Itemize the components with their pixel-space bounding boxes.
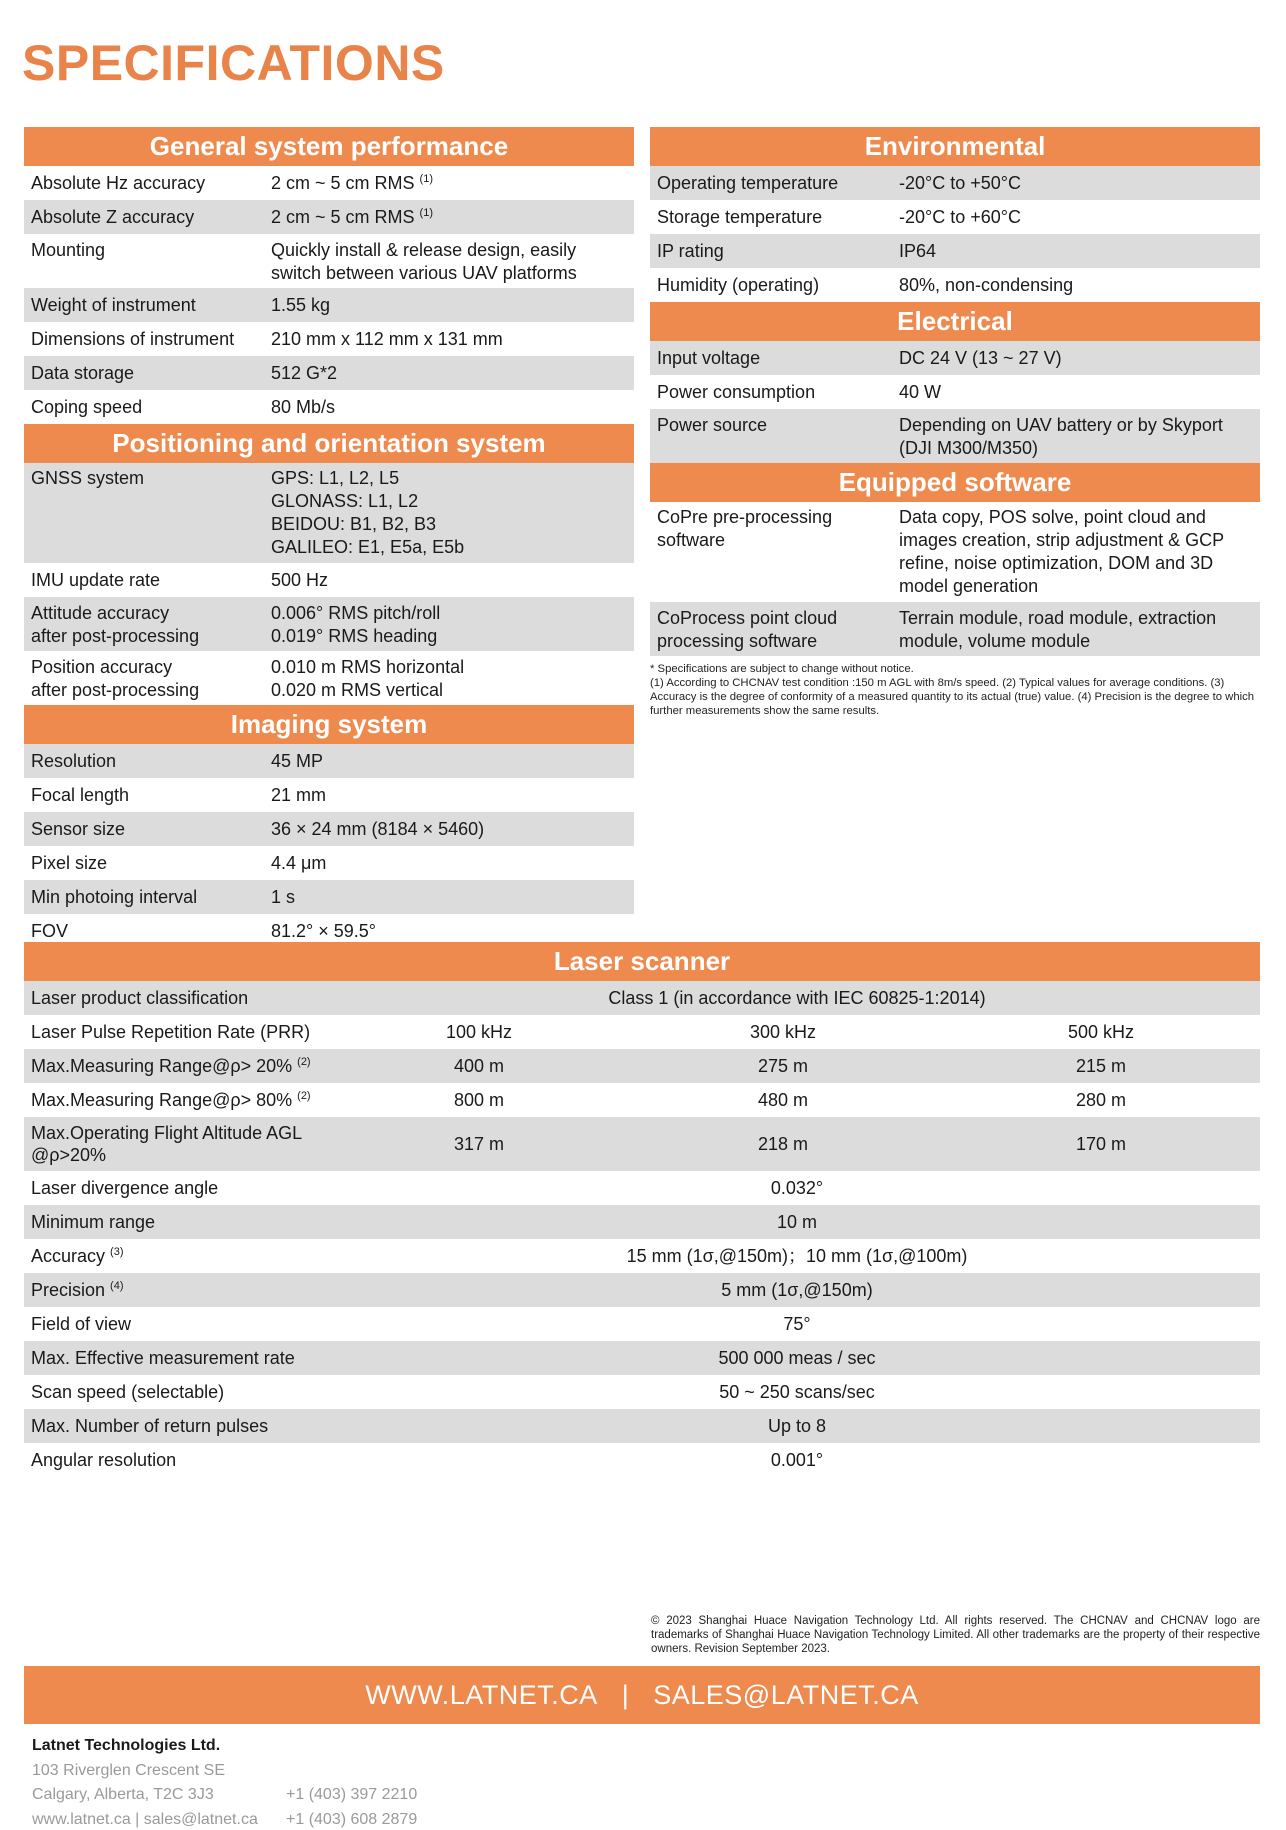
table-row — [24, 1443, 1260, 1477]
table-row — [24, 1049, 1260, 1083]
table-row — [650, 375, 1260, 409]
positioning-header: Positioning and orientation system — [24, 424, 634, 463]
spec-value: 215 m — [942, 1049, 1260, 1083]
spec-value: 170 m — [942, 1117, 1260, 1171]
spec-value: 5 mm (1σ,@150m) — [334, 1273, 1260, 1307]
spec-label: IMU update rate — [31, 570, 161, 590]
spec-label: Scan speed (selectable) — [31, 1382, 225, 1402]
spec-label: GNSS system — [24, 463, 264, 563]
spec-label: Max. Effective measurement rate — [24, 1341, 334, 1375]
table-row — [650, 602, 1260, 656]
spec-label: Resolution — [24, 744, 264, 778]
spec-label: Max.Operating Flight Altitude AGL @ρ>20% — [24, 1117, 334, 1171]
company-info — [32, 1734, 258, 1830]
spec-value: 0.001° — [770, 1450, 824, 1470]
imaging-table — [24, 744, 634, 948]
footnote-notice: * Specifications are subject to change without notice. — [650, 663, 914, 675]
spec-value: -20°C to +60°C — [899, 207, 1021, 227]
table-row — [24, 563, 634, 597]
spec-value: 81.2° × 59.5° — [271, 921, 376, 941]
spec-label: Precision $^{(4)}$ — [24, 1273, 334, 1307]
spec-value: 2 cm ~ 5 cm RMS $^{(1)}$ — [271, 173, 433, 193]
environmental-table — [650, 166, 1260, 302]
electrical-header: Electrical — [650, 302, 1260, 341]
footnote-ref: (2) — [297, 1056, 311, 1068]
phone-2: +1 (403) 608 2879 — [286, 1810, 418, 1828]
spec-value: 75° — [783, 1314, 811, 1334]
spec-value: 275 m — [624, 1049, 942, 1083]
spec-label: Storage temperature — [657, 207, 823, 227]
spec-value: IP64 — [892, 234, 1260, 268]
spec-value: 500 Hz — [271, 570, 329, 590]
table-row — [24, 1409, 1260, 1443]
software-header: Equipped software — [650, 463, 1260, 502]
spec-value: 400 m — [334, 1049, 624, 1083]
spec-label: Attitude accuracy after post-processing — [24, 597, 264, 651]
table-row — [24, 597, 634, 651]
footnote-ref: (1) — [419, 207, 433, 219]
electrical-table — [650, 341, 1260, 463]
table-row — [24, 1015, 1260, 1049]
table-row — [24, 166, 634, 200]
spec-value: 80 Mb/s — [271, 397, 336, 417]
spec-label: FOV — [31, 921, 69, 941]
footnote-text: (1) According to CHCNAV test condition :150 m AGL with 8m/s speed. (2) Typical values for average conditions. (3) Accuracy is the degree of conformity of a measured quantity to its actual (true) value. (4) Precision is the degree to which further measurements show the same results. — [650, 677, 1255, 717]
spec-value: 21 mm — [271, 785, 327, 805]
table-row — [650, 341, 1260, 375]
table-row — [24, 981, 1260, 1015]
imaging-header: Imaging system — [24, 705, 634, 744]
spec-label: Weight of instrument — [24, 288, 264, 322]
spec-value: 0.010 m RMS horizontal 0.020 m RMS vertical — [271, 657, 465, 700]
general-header: General system performance — [24, 127, 634, 166]
address-line-1: 103 Riverglen Crescent SE — [32, 1761, 225, 1779]
spec-label: CoProcess point cloud processing software — [650, 602, 892, 656]
footnotes — [650, 662, 1260, 718]
table-row — [24, 651, 634, 705]
software-table — [650, 502, 1260, 656]
table-row — [24, 1205, 1260, 1239]
spec-label: Pixel size — [31, 853, 108, 873]
copyright-notice: © 2023 Shanghai Huace Navigation Technology Ltd. All rights reserved. The CHCNAV and CHCNAV logo are trademarks of Shanghai Huace Navigation Technology Limited. All other trademarks are the property of their respective owners. Revision September 2023. — [651, 1615, 1260, 1655]
spec-label: Accuracy $^{(3)}$ — [31, 1246, 124, 1266]
spec-value: 40 W — [899, 382, 942, 402]
spec-label: Laser Pulse Repetition Rate (PRR) — [31, 1022, 311, 1042]
spec-label: Angular resolution — [31, 1450, 177, 1470]
laser-header: Laser scanner — [24, 942, 1260, 981]
table-row — [24, 234, 634, 288]
table-row — [650, 268, 1260, 302]
table-row — [650, 234, 1260, 268]
spec-value: Terrain module, road module, extraction module, volume module — [892, 602, 1260, 656]
contact-line: www.latnet.ca | sales@latnet.ca — [32, 1810, 258, 1828]
spec-value: Depending on UAV battery or by Skyport (DJI M300/M350) — [892, 409, 1260, 463]
table-row — [24, 390, 634, 424]
spec-label: Max.Measuring Range@ρ> 20% $^{(2)}$ — [24, 1049, 334, 1083]
spec-value: 0.032° — [770, 1178, 824, 1198]
spec-value: 36 × 24 mm (8184 × 5460) — [264, 812, 634, 846]
table-row — [650, 502, 1260, 602]
table-row — [24, 1117, 1260, 1171]
table-row — [24, 288, 634, 322]
spec-label: Coping speed — [31, 397, 143, 417]
footnote-ref: (3) — [110, 1246, 124, 1258]
spec-value: 100 kHz — [445, 1022, 513, 1042]
footnote-ref: (4) — [110, 1280, 124, 1292]
address-line-2: Calgary, Alberta, T2C 3J3 — [32, 1786, 214, 1803]
spec-value: 218 m — [624, 1117, 942, 1171]
web-contact-bar — [24, 1666, 1260, 1724]
spec-label: Input voltage — [650, 341, 892, 375]
spec-label: Absolute Hz accuracy — [31, 173, 206, 193]
company-name: Latnet Technologies Ltd. — [32, 1737, 221, 1754]
table-row — [24, 322, 634, 356]
email-link[interactable]: SALES@LATNET.CA — [653, 1680, 919, 1710]
spec-value: DC 24 V (13 ~ 27 V) — [892, 341, 1260, 375]
spec-label: Laser divergence angle — [31, 1178, 219, 1198]
spec-label: Max. Number of return pulses — [24, 1409, 334, 1443]
spec-label: Field of view — [31, 1314, 132, 1334]
table-row — [24, 812, 634, 846]
spec-label: Humidity (operating) — [657, 275, 820, 295]
spec-value: 10 m — [334, 1205, 1260, 1239]
table-row — [24, 1307, 1260, 1341]
website-link[interactable]: WWW.LATNET.CA — [365, 1680, 598, 1710]
general-table — [24, 166, 634, 424]
spec-value: 500 000 meas / sec — [334, 1341, 1260, 1375]
page-title: SPECIFICATIONS — [22, 35, 445, 91]
spec-label: Sensor size — [24, 812, 264, 846]
spec-value: 210 mm x 112 mm x 131 mm — [271, 329, 503, 349]
spec-label: Power source — [650, 409, 892, 463]
footnote-ref: (1) — [419, 173, 433, 185]
left-column — [24, 127, 634, 948]
table-row — [650, 409, 1260, 463]
spec-value: 50 ~ 250 scans/sec — [719, 1382, 875, 1402]
spec-label: CoPre pre-processing software — [657, 507, 833, 550]
spec-value: Up to 8 — [334, 1409, 1260, 1443]
laser-section — [24, 942, 1260, 1477]
spec-label: Minimum range — [24, 1205, 334, 1239]
spec-label: IP rating — [650, 234, 892, 268]
spec-value: 317 m — [334, 1117, 624, 1171]
table-row — [24, 744, 634, 778]
spec-value: 45 MP — [264, 744, 634, 778]
table-row — [24, 356, 634, 390]
spec-value: 4.4 μm — [271, 853, 327, 873]
table-row — [24, 880, 634, 914]
table-row — [24, 1375, 1260, 1409]
table-row — [24, 200, 634, 234]
spec-value: 512 G*2 — [264, 356, 634, 390]
spec-label: Max.Measuring Range@ρ> 80% $^{(2)}$ — [31, 1090, 311, 1110]
table-row — [650, 200, 1260, 234]
positioning-table — [24, 463, 634, 705]
spec-value: Data copy, POS solve, point cloud and images creation, strip adjustment & GCP refine, noise optimization, DOM and 3D model generation — [899, 507, 1224, 596]
spec-value: 1 s — [264, 880, 634, 914]
spec-value: 500 kHz — [1067, 1022, 1135, 1042]
spec-value: 80%, non-condensing — [899, 275, 1074, 295]
spec-value: 2 cm ~ 5 cm RMS $^{(1)}$ — [264, 200, 634, 234]
table-row — [24, 778, 634, 812]
table-row — [24, 1341, 1260, 1375]
spec-value: Quickly install & release design, easily switch between various UAV platforms — [271, 240, 577, 283]
spec-label: Laser product classification — [24, 981, 334, 1015]
table-row — [24, 1083, 1260, 1117]
laser-table — [24, 981, 1260, 1477]
spec-label: Position accuracy after post-processing — [31, 657, 200, 700]
spec-label: Focal length — [31, 785, 130, 805]
spec-label: Dimensions of instrument — [31, 329, 235, 349]
spec-value: 480 m — [757, 1090, 809, 1110]
spec-label: Absolute Z accuracy — [24, 200, 264, 234]
footnote-ref: (2) — [297, 1090, 311, 1102]
separator: | — [621, 1680, 630, 1710]
table-row — [24, 1171, 1260, 1205]
spec-label: Operating temperature — [650, 166, 892, 200]
spec-value: GPS: L1, L2, L5 GLONASS: L1, L2 BEIDOU: B1, B2, B3 GALILEO: E1, E5a, E5b — [264, 463, 634, 563]
spec-label: Data storage — [24, 356, 264, 390]
table-row — [24, 846, 634, 880]
spec-value: 0.006° RMS pitch/roll 0.019° RMS heading — [264, 597, 634, 651]
environmental-header: Environmental — [650, 127, 1260, 166]
spec-value: 280 m — [1075, 1090, 1127, 1110]
table-row — [24, 1239, 1260, 1273]
phone-1: +1 (403) 397 2210 — [286, 1786, 418, 1803]
right-column — [650, 127, 1260, 718]
table-row — [24, 463, 634, 563]
spec-value: -20°C to +50°C — [892, 166, 1260, 200]
spec-value: 15 mm (1σ,@150m)；10 mm (1σ,@100m) — [626, 1246, 968, 1266]
table-row — [650, 166, 1260, 200]
spec-value: 1.55 kg — [264, 288, 634, 322]
spec-value: Class 1 (in accordance with IEC 60825-1:2014) — [334, 981, 1260, 1015]
spec-value: 800 m — [453, 1090, 505, 1110]
phone-numbers — [286, 1783, 417, 1830]
spec-label: Mounting — [31, 240, 106, 260]
spec-value: 300 kHz — [749, 1022, 817, 1042]
table-row — [24, 1273, 1260, 1307]
spec-label: Min photoing interval — [24, 880, 264, 914]
spec-label: Power consumption — [657, 382, 816, 402]
